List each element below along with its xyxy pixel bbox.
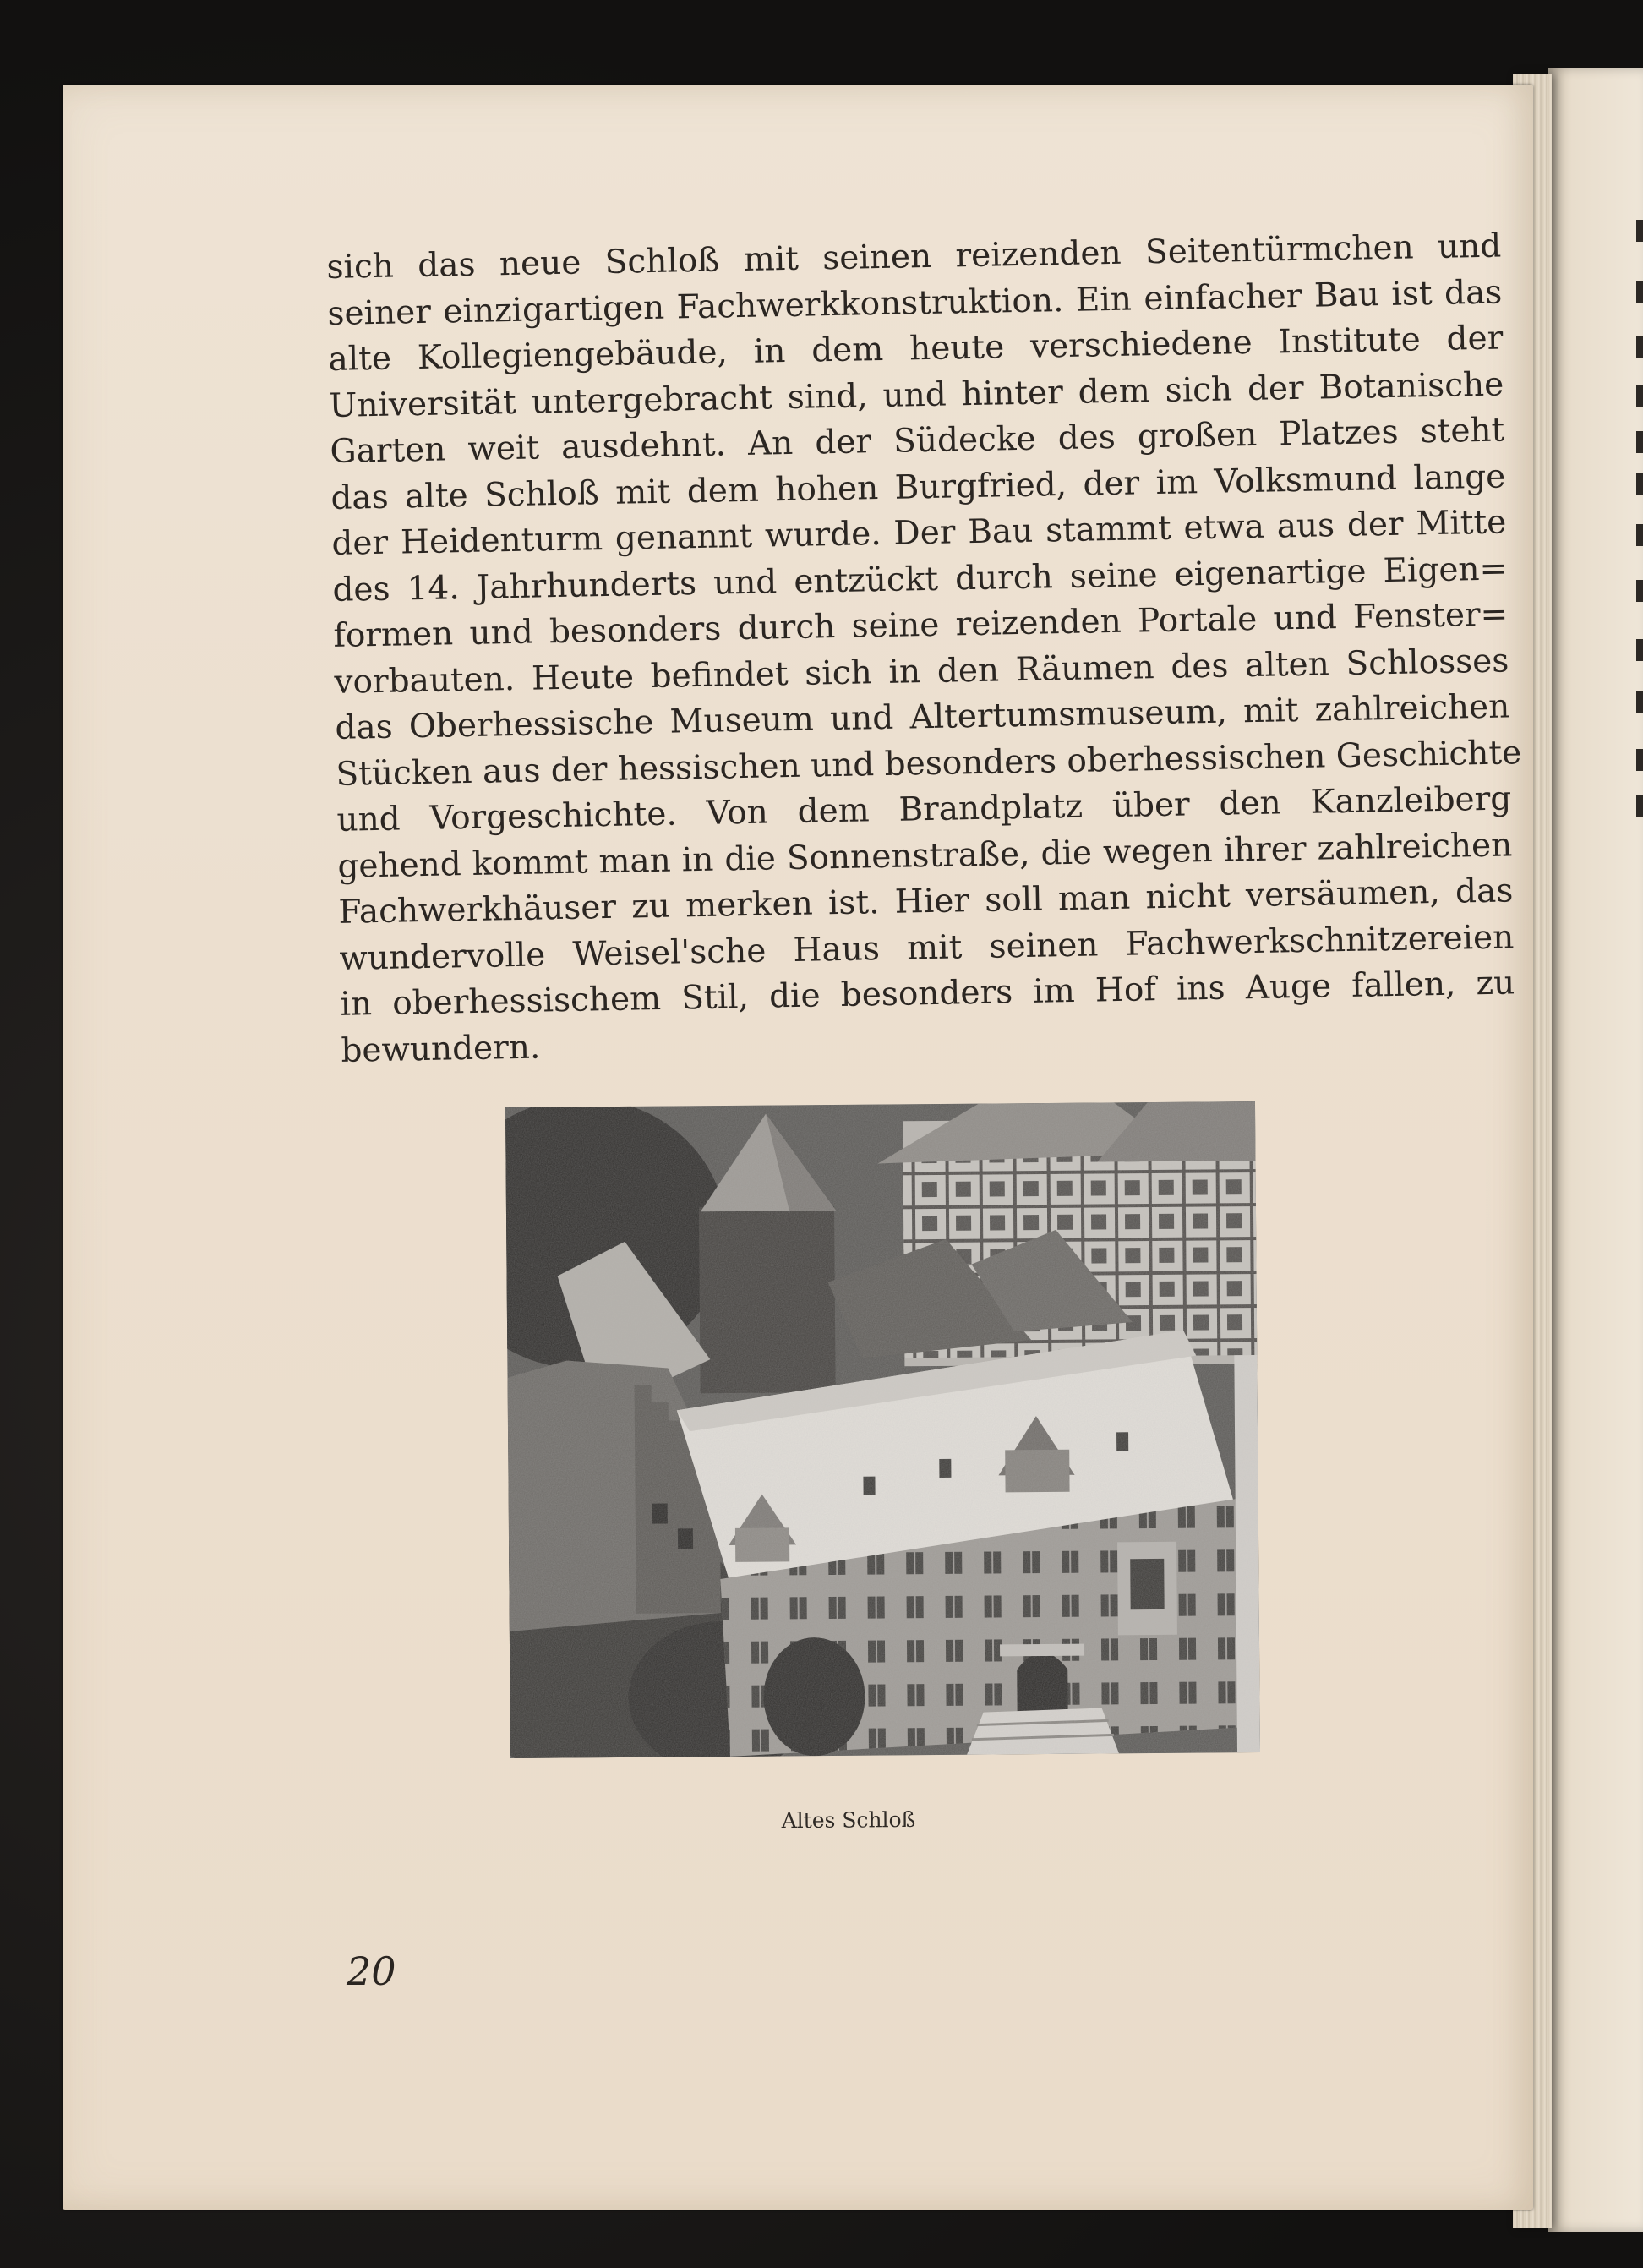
- text-line: bewundern.: [341, 1028, 541, 1070]
- text-line: der Heidenturm genannt wurde. Der Bau stammt etwa aus der Mitte: [331, 503, 1507, 563]
- text-line: sich das neue Schloß mit seinen reizenden Seitentürmchen und: [326, 227, 1502, 287]
- castle-photograph: [505, 1101, 1260, 1758]
- figure-caption: Altes Schloß: [781, 1806, 916, 1834]
- text-line: alte Kollegiengebäude, in dem heute verschiedene Institute der: [328, 319, 1504, 379]
- text-line: in oberhessischem Stil, die besonders im Hof ins Auge fallen, zu: [340, 964, 1515, 1024]
- body-text: [326, 224, 1522, 1074]
- book-page: [63, 85, 1533, 2210]
- text-line: gehend kommt man in die Sonnenstraße, die wegen ihrer zahlreichen: [337, 825, 1513, 886]
- text-line: des 14. Jahrhunderts und entzückt durch seine eigenartige Eigen=: [332, 549, 1508, 609]
- text-line: Fachwerkhäuser zu merken ist. Hier soll man nicht versäumen, das: [338, 872, 1514, 932]
- text-line: vorbauten. Heute befindet sich in den Räumen des alten Schlosses: [334, 641, 1509, 702]
- text-line: Garten weit ausdehnt. An der Südecke des großen Platzes steht: [330, 411, 1505, 471]
- facing-page-edge: [1548, 68, 1643, 2232]
- text-line: formen und besonders durch seine reizenden Portale und Fenster=: [333, 595, 1509, 655]
- text-line: und Vorgeschichte. Von dem Brandplatz über den Kanzleiberg: [336, 779, 1512, 839]
- text-line: Stücken aus der hessischen und besonders oberhessischen Geschichte: [336, 733, 1522, 794]
- text-line: Universität untergebracht sind, und hinter dem sich der Botanische: [329, 365, 1504, 425]
- text-line: das alte Schloß mit dem hohen Burgfried, der im Volksmund lange: [330, 456, 1506, 517]
- text-line: seiner einzigartigen Fachwerkkonstruktion. Ein einfacher Bau ist das: [327, 273, 1503, 333]
- page-number: 20: [347, 1948, 396, 1994]
- text-line: wundervolle Weisel'sche Haus mit seinen Fachwerkschnitzereien: [339, 917, 1515, 978]
- text-line: das Oberhessische Museum und Altertumsmuseum, mit zahlreichen: [335, 687, 1510, 747]
